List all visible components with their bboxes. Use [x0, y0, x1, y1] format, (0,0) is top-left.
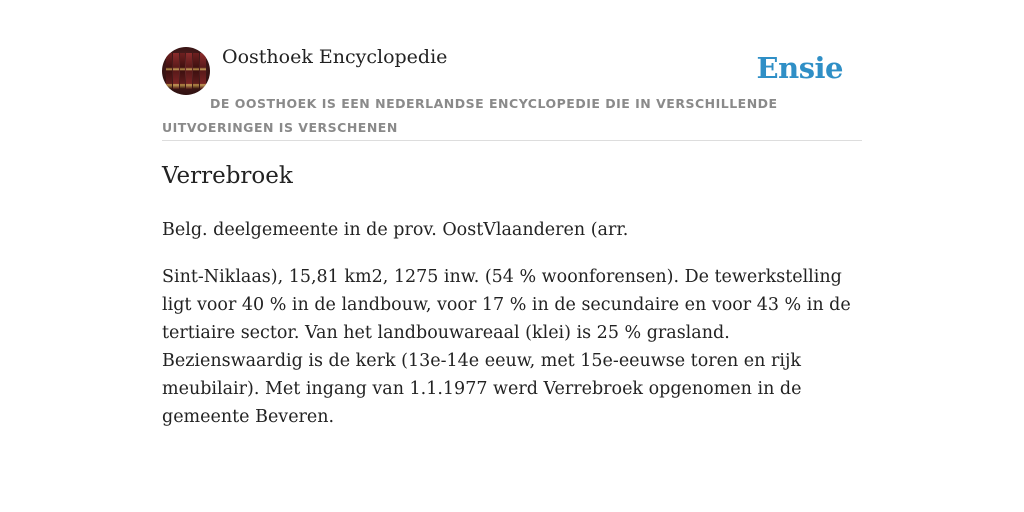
encyclopedia-books-icon[interactable]: [162, 47, 210, 95]
site-title-link[interactable]: Oosthoek Encyclopedie: [222, 46, 448, 68]
site-tagline: DE OOSTHOEK IS EEN NEDERLANDSE ENCYCLOPEDIE DIE IN VERSCHILLENDE UITVOERINGEN IS VERSCHENEN: [162, 96, 778, 135]
site-header: [162, 0, 862, 141]
ensie-logo-link[interactable]: Ensie: [756, 51, 843, 85]
entry-title: Verrebroek: [162, 163, 293, 189]
books-graphic: [166, 53, 206, 89]
entry-paragraph-2: Sint-Niklaas), 15,81 km2, 1275 inw. (54 % woonforensen). De tewerkstelling ligt voor 40 % in de landbouw, voor 17 % in de secundaire en voor 43 % in de tertiaire sector. Van het landbouwareaal (klei) is 25 % grasland. Bezienswaardig is de kerk (13e-14e eeuw, met 15e-eeuwse toren en rijk meubilair). Met ingang van 1.1.1977 werd Verrebroek opgenomen in de gemeente Beveren.: [162, 267, 851, 427]
entry-paragraph-1: Belg. deelgemeente in de prov. OostVlaanderen (arr.: [162, 220, 629, 240]
page-container: [162, 0, 862, 427]
